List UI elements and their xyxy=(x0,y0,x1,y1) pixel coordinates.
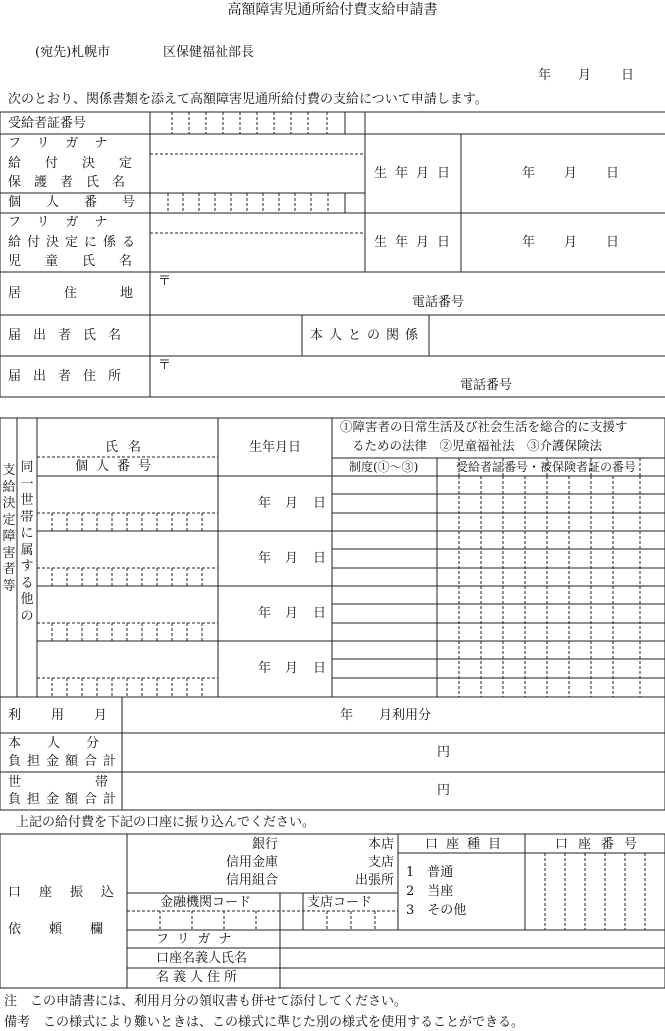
guardian-birth-month: 月 xyxy=(564,166,578,181)
self-label-2: 負担金額合計 xyxy=(8,754,123,769)
account-type-current: 2 当座 xyxy=(406,884,454,899)
household-side-label-outer: 支給決定障害者等 xyxy=(2,463,16,594)
bank-code-label: 金融機関コード xyxy=(160,895,252,910)
child-birth-year: 年 xyxy=(522,235,536,250)
child-furigana-label: フリガナ xyxy=(8,215,124,230)
row4-date-day: 日 xyxy=(313,661,327,676)
guardian-birth-year: 年 xyxy=(522,166,536,181)
branch-type-main: 本店 xyxy=(367,837,394,852)
branch-type-branch: 支店 xyxy=(367,855,394,870)
remark-text: 備考 この様式により難いときは、この様式に準じた別の様式を使用することができる。 xyxy=(4,1015,525,1030)
filer-name-label: 届出者氏名 xyxy=(8,328,134,343)
guardian-label-1: 給付決定 xyxy=(8,156,157,171)
child-birth-day: 日 xyxy=(606,235,620,250)
guardian-label-2: 保護者氏名 xyxy=(8,175,139,190)
personal-number-header: 個人番号 xyxy=(75,459,160,474)
child-birth-label: 生年月日 xyxy=(374,235,459,250)
branch-type-office: 出張所 xyxy=(354,873,394,888)
row3-date-day: 日 xyxy=(313,606,327,621)
filer-postal-mark: 〒 xyxy=(158,358,172,373)
guardian-birth-day: 日 xyxy=(606,166,620,181)
guardian-furigana-label: フリガナ xyxy=(8,136,124,151)
name-header: 氏名 xyxy=(105,440,152,455)
child-birth-month: 月 xyxy=(564,235,578,250)
usage-month-label: 利用月 xyxy=(8,708,138,723)
date-year: 年 xyxy=(538,68,552,83)
row3-date-month: 月 xyxy=(285,606,299,621)
recipient-number-label: 受給者証番号 xyxy=(8,116,87,131)
date-month: 月 xyxy=(578,68,592,83)
row1-date-year: 年 xyxy=(258,496,272,511)
address-label: 居住地 xyxy=(8,286,177,301)
child-label-1: 給付決定に係る xyxy=(8,235,142,250)
row2-date-day: 日 xyxy=(313,551,327,566)
form-title: 高額障害児通所給付費支給申請書 xyxy=(227,2,438,18)
relation-label: 本人との関係 xyxy=(310,328,425,343)
branch-code-label: 支店コード xyxy=(307,895,373,910)
transfer-note: 上記の給付費を下記の口座に振り込んでください。 xyxy=(16,815,316,830)
account-number-header: 口座番号 xyxy=(555,837,648,852)
personal-number-label: 個人番号 xyxy=(8,195,161,210)
row4-date-month: 月 xyxy=(285,661,299,676)
intro-text: 次のとおり、関係書類を添えて高額障害児通所給付費の支給について申請します。 xyxy=(8,92,488,107)
filer-address-label: 届出者住所 xyxy=(8,369,134,384)
addressee-prefix: (宛先)札幌市 xyxy=(35,45,111,60)
address-phone-label: 電話番号 xyxy=(412,295,465,310)
filer-phone-label: 電話番号 xyxy=(460,378,513,393)
self-yen: 円 xyxy=(437,745,451,760)
bank-section-label-2: 依頼欄 xyxy=(8,922,132,937)
row1-date-month: 月 xyxy=(285,496,299,511)
household-label-1: 世帯 xyxy=(8,775,183,790)
household-side-label-inner: 同一世帯に属する他の xyxy=(20,460,34,624)
system-header: 制度(①～③) xyxy=(349,460,419,474)
row1-date-day: 日 xyxy=(313,496,327,511)
law-header-line1: ①障害者の日常生活及び社会生活を総合的に支援す xyxy=(340,419,628,434)
household-yen: 円 xyxy=(437,783,451,798)
address-postal-mark: 〒 xyxy=(158,274,172,289)
bank-section-label-1: 口座振込 xyxy=(8,885,133,900)
account-type-other: 3 その他 xyxy=(406,903,467,918)
usage-month-value: 年 月利用分 xyxy=(340,708,432,723)
date-day: 日 xyxy=(621,68,635,83)
account-type-header: 口座種目 xyxy=(425,837,510,852)
addressee-office: 区保健福祉部長 xyxy=(163,45,255,60)
bank-type-shinkin: 信用金庫 xyxy=(225,855,278,870)
bank-type-kumiai: 信用組合 xyxy=(225,873,278,888)
birth-header: 生年月日 xyxy=(249,440,302,455)
row2-date-month: 月 xyxy=(285,551,299,566)
holder-address-label: 名義人住所 xyxy=(156,970,242,985)
account-type-ordinary: 1 普通 xyxy=(406,865,454,880)
row4-date-year: 年 xyxy=(258,661,272,676)
bank-type-bank: 銀行 xyxy=(251,837,278,852)
guardian-birth-label: 生年月日 xyxy=(374,166,459,181)
cert-header: 受給者証番号・被保険者証の番号 xyxy=(456,460,637,474)
law-header-line2: るための法律 ②児童福祉法 ③介護保険法 xyxy=(352,438,603,453)
holder-furigana-label: フリガナ xyxy=(156,932,240,947)
note-text: 注 この申請書には、利用月分の領収書も併せて添付してください。 xyxy=(4,994,408,1009)
row3-date-year: 年 xyxy=(258,606,272,621)
child-label-2: 児童氏名 xyxy=(8,254,157,269)
holder-name-label: 口座名義人氏名 xyxy=(156,951,248,966)
self-label-1: 本人分 xyxy=(8,736,126,751)
row2-date-year: 年 xyxy=(258,551,272,566)
household-label-2: 負担金額合計 xyxy=(8,792,123,807)
